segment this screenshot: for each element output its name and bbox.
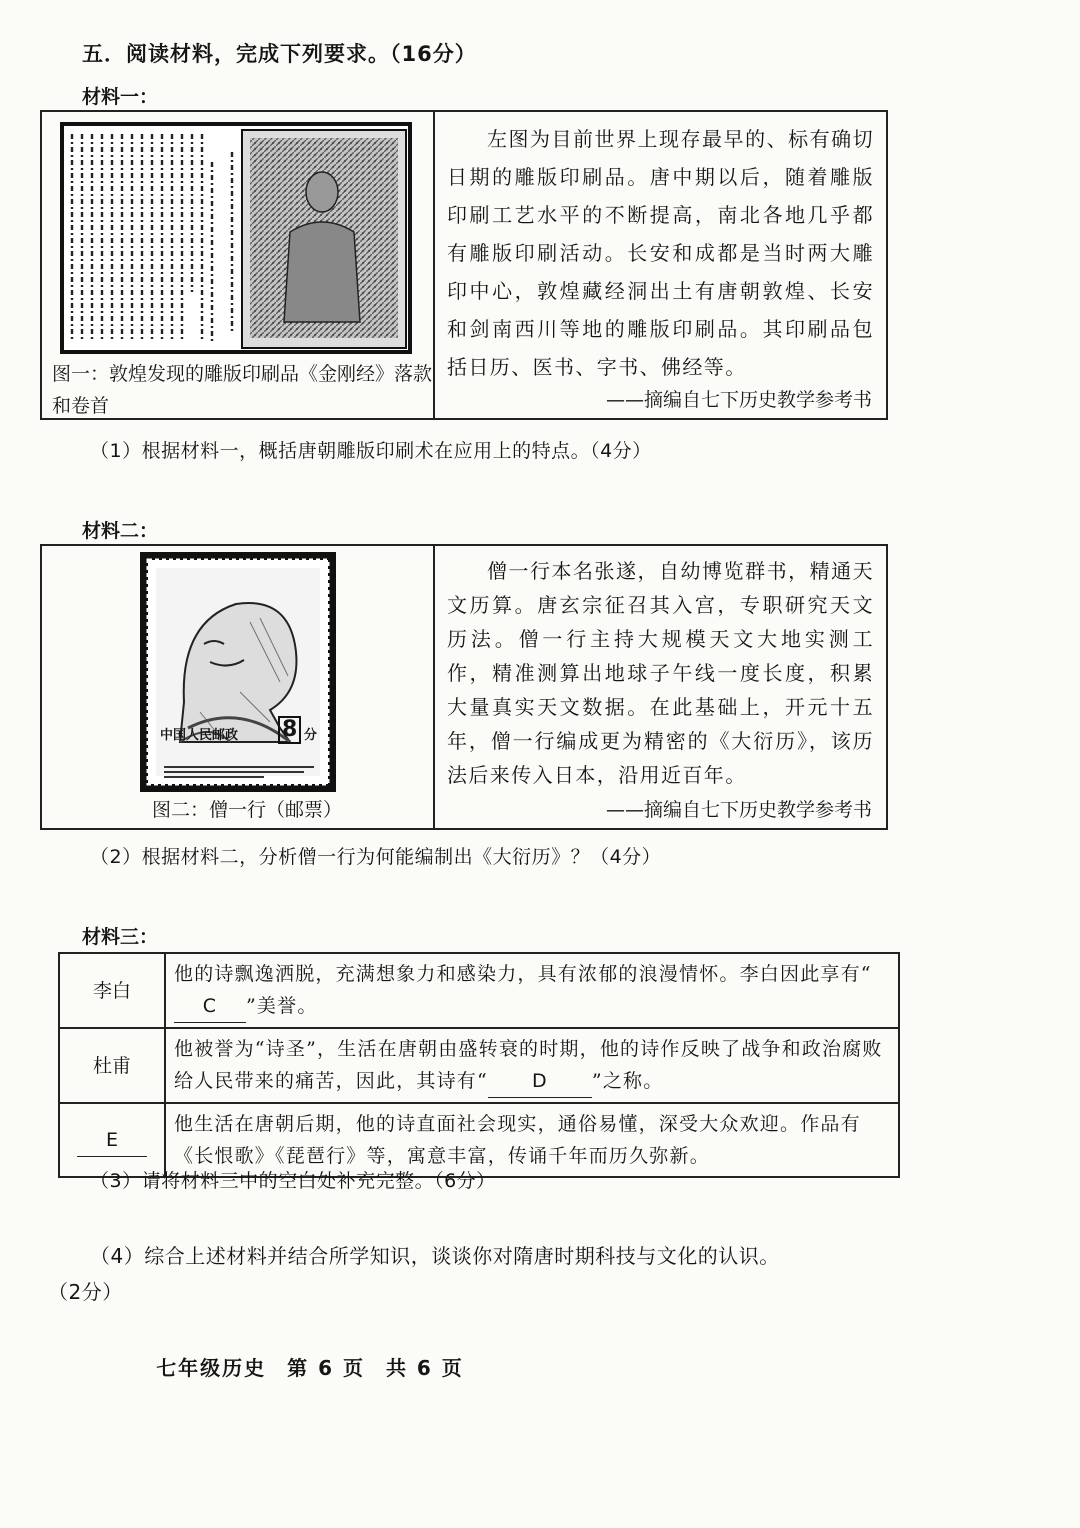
poet-name: 李白 — [59, 953, 165, 1028]
footer-subject: 七年级历史 — [156, 1356, 267, 1380]
footer-page: 第 6 页 — [287, 1356, 365, 1380]
woodblock-print-icon — [60, 122, 412, 354]
answer-blank-c[interactable]: C — [174, 990, 246, 1023]
question-2: （2）根据材料二，分析僧一行为何能编制出《大衍历》？（4分） — [90, 846, 662, 868]
question-1: （1）根据材料一，概括唐朝雕版印刷术在应用上的特点。（4分） — [90, 440, 652, 462]
table-row — [59, 1028, 899, 1103]
material1-text-cell — [435, 112, 886, 418]
material2-text: 僧一行本名张遂，自幼博览群书，精通天文历算。唐玄宗征召其入宫，专职研究天文历法。僧一行主持大规模天文大地实测工作，精准测算出地球子午线一度长度，积累大量真实天文数据。在此基础上，开元十五年，僧一行编成更为精密的《大衍历》，该历法后来传入日本，沿用近百年。 — [447, 559, 874, 787]
material1-source: ——摘编自七下历史教学参考书 — [605, 389, 872, 411]
stamp-value: 8 — [278, 716, 301, 744]
stamp-unit: 分 — [304, 728, 318, 743]
description-text: 他的诗飘逸洒脱，充满想象力和感染力，具有浓郁的浪漫情怀。李白因此享有“ — [174, 963, 872, 985]
poet-description — [165, 953, 899, 1028]
material1-box — [40, 110, 888, 420]
material3-label: 材料三： — [82, 926, 159, 948]
table-row — [59, 953, 899, 1028]
question-3: （3）请将材料三中的空白处补充完整。（6分） — [90, 1170, 496, 1192]
material2-box — [40, 544, 888, 830]
material2-text-cell — [435, 546, 886, 828]
answer-blank-e[interactable]: E — [77, 1124, 147, 1157]
poet-description — [165, 1028, 899, 1103]
material1-text: 左图为目前世界上现存最早的、标有确切日期的雕版印刷品。唐中期以后，随着雕版印刷工艺水平的不断提高，南北各地几乎都有雕版印刷活动。长安和成都是当时两大雕印中心，敦煌藏经洞出土有唐朝敦煌、长安和剑南西川等地的雕版印刷品。其印刷品包括日历、医书、字书、佛经等。 — [447, 127, 874, 379]
poet-name: 杜甫 — [59, 1028, 165, 1103]
material2-source: ——摘编自七下历史教学参考书 — [605, 799, 872, 821]
page-footer — [0, 1352, 620, 1381]
material1-caption: 图一：敦煌发现的雕版印刷品《金刚经》落款和卷首 — [52, 363, 433, 417]
description-text-end: ”美誉。 — [246, 995, 318, 1017]
description-text: 他被誉为“诗圣”，生活在唐朝由盛转衰的时期，他的诗作反映了战争和政治腐败给人民带来的痛苦，因此，其诗有“ — [174, 1038, 883, 1092]
material2-label: 材料二： — [82, 520, 159, 542]
material1-label: 材料一： — [82, 86, 159, 108]
footer-total: 共 6 页 — [385, 1356, 464, 1380]
section-heading: 五．阅读材料，完成下列要求。（16分） — [82, 42, 477, 66]
material2-figure — [42, 546, 435, 828]
poet-table — [58, 952, 900, 1178]
stamp-country: 中国人民邮政 — [160, 728, 239, 743]
description-text: 他生活在唐朝后期，他的诗直面社会现实，通俗易懂，深受大众欢迎。作品有《长恨歌》《琵琶行》等，寓意丰富，传诵千年而历久弥新。 — [174, 1113, 861, 1167]
question-4-line2: （2分） — [48, 1280, 123, 1304]
portrait-stamp-icon — [140, 552, 336, 792]
description-text-end: ”之称。 — [591, 1070, 664, 1092]
material1-figure — [42, 112, 435, 418]
material2-caption: 图二：僧一行（邮票） — [152, 799, 343, 821]
question-4-line1: （4）综合上述材料并结合所学知识，谈谈你对隋唐时期科技与文化的认识。 — [90, 1244, 780, 1268]
answer-blank-d[interactable]: D — [488, 1065, 592, 1098]
